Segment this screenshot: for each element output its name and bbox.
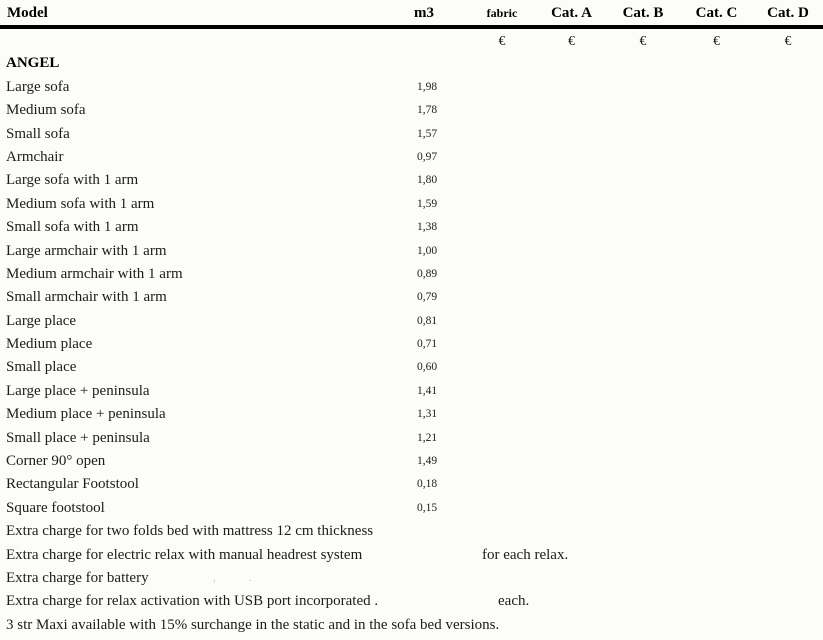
model-name: Medium sofa — [6, 102, 86, 119]
empty-price-cell — [467, 99, 537, 122]
empty-price-cell — [753, 123, 823, 146]
m3-value: 0,79 — [417, 291, 438, 304]
note-row — [0, 567, 823, 590]
empty-price-cell — [680, 146, 753, 169]
empty-price-cell — [680, 310, 753, 333]
empty-price-cell — [467, 450, 537, 473]
m3-value: 1,57 — [417, 127, 438, 140]
empty-price-cell — [537, 473, 606, 496]
table-row — [0, 193, 823, 216]
empty-price-cell — [680, 76, 753, 99]
model-name: Large armchair with 1 arm — [6, 242, 167, 259]
empty-price-cell — [537, 427, 606, 450]
table-row — [0, 333, 823, 356]
empty-cell — [0, 29, 410, 52]
empty-price-cell — [753, 240, 823, 263]
note-row — [0, 590, 823, 613]
m3-value: 0,18 — [417, 478, 438, 491]
column-header-m3: m3 — [414, 5, 434, 21]
empty-price-cell — [753, 380, 823, 403]
empty-price-cell — [753, 473, 823, 496]
empty-price-cell — [680, 497, 753, 520]
empty-price-cell — [606, 450, 680, 473]
empty-price-cell — [606, 310, 680, 333]
empty-price-cell — [680, 427, 753, 450]
empty-price-cell — [467, 473, 537, 496]
empty-price-cell — [606, 146, 680, 169]
empty-price-cell — [606, 497, 680, 520]
table-row — [0, 427, 823, 450]
note-text: Extra charge for battery — [6, 569, 149, 586]
currency-symbol-fabric: € — [498, 33, 506, 48]
empty-price-cell — [606, 333, 680, 356]
currency-symbol-cat-d: € — [784, 33, 792, 48]
model-name: Small sofa with 1 arm — [6, 219, 139, 236]
empty-price-cell — [753, 216, 823, 239]
table-row — [0, 123, 823, 146]
empty-price-cell — [537, 403, 606, 426]
empty-price-cell — [537, 99, 606, 122]
m3-value: 0,89 — [417, 267, 438, 280]
m3-value: 0,60 — [417, 361, 438, 374]
note-row — [0, 520, 823, 543]
empty-price-cell — [680, 450, 753, 473]
empty-price-cell — [680, 403, 753, 426]
note-suffix: for each relax. — [482, 546, 569, 563]
model-name: Small place — [6, 359, 77, 376]
empty-price-cell — [467, 356, 537, 379]
note-row — [0, 614, 823, 637]
note-suffix: each. — [498, 593, 530, 610]
table-row — [0, 99, 823, 122]
column-header-cat-c: Cat. C — [695, 5, 738, 21]
model-name: Armchair — [6, 148, 64, 165]
note-suffix: , . — [213, 571, 267, 584]
model-name: Square footstool — [6, 499, 105, 516]
empty-price-cell — [467, 310, 537, 333]
empty-price-cell — [537, 310, 606, 333]
empty-price-cell — [680, 263, 753, 286]
empty-price-cell — [467, 240, 537, 263]
empty-price-cell — [753, 193, 823, 216]
model-name: Medium sofa with 1 arm — [6, 195, 155, 212]
table-row — [0, 450, 823, 473]
empty-price-cell — [467, 146, 537, 169]
empty-price-cell — [537, 263, 606, 286]
empty-price-cell — [606, 240, 680, 263]
table-row — [0, 146, 823, 169]
empty-price-cell — [680, 356, 753, 379]
empty-price-cell — [537, 380, 606, 403]
column-header-fabric: fabric — [486, 6, 518, 20]
empty-price-cell — [467, 216, 537, 239]
empty-price-cell — [467, 380, 537, 403]
empty-price-cell — [606, 427, 680, 450]
table-body — [0, 76, 823, 520]
table-row — [0, 263, 823, 286]
note-text: Extra charge for electric relax with manual headrest system — [6, 546, 363, 563]
table-row — [0, 216, 823, 239]
empty-price-cell — [537, 450, 606, 473]
table-row — [0, 473, 823, 496]
empty-price-cell — [753, 146, 823, 169]
empty-price-cell — [537, 240, 606, 263]
notes-block — [0, 520, 823, 637]
empty-price-cell — [467, 403, 537, 426]
empty-price-cell — [680, 286, 753, 309]
section-title: ANGEL — [6, 55, 60, 72]
m3-value: 1,38 — [417, 221, 438, 234]
empty-price-cell — [606, 263, 680, 286]
empty-price-cell — [753, 356, 823, 379]
currency-row — [0, 29, 823, 52]
model-name: Large place — [6, 312, 77, 329]
column-header-cat-a: Cat. A — [551, 5, 592, 21]
model-name: Small place + peninsula — [6, 429, 150, 446]
currency-symbol-cat-b: € — [639, 33, 647, 48]
empty-price-cell — [753, 427, 823, 450]
empty-cell — [410, 29, 467, 52]
m3-value: 1,31 — [417, 408, 438, 421]
empty-price-cell — [537, 123, 606, 146]
note-text: 3 str Maxi available with 15% surchange in the static and in the sofa bed versions. — [6, 616, 500, 633]
note-row — [0, 544, 823, 567]
empty-price-cell — [537, 146, 606, 169]
empty-price-cell — [753, 263, 823, 286]
empty-price-cell — [606, 76, 680, 99]
empty-price-cell — [680, 333, 753, 356]
table-row — [0, 240, 823, 263]
empty-price-cell — [606, 193, 680, 216]
table-row — [0, 310, 823, 333]
column-header-cat-b: Cat. B — [622, 5, 664, 21]
m3-value: 1,78 — [417, 104, 438, 117]
table-row — [0, 497, 823, 520]
m3-value: 1,59 — [417, 197, 438, 210]
empty-price-cell — [680, 240, 753, 263]
empty-price-cell — [537, 497, 606, 520]
empty-price-cell — [680, 169, 753, 192]
m3-value: 1,98 — [417, 80, 438, 93]
empty-price-cell — [680, 473, 753, 496]
empty-price-cell — [680, 99, 753, 122]
empty-price-cell — [537, 286, 606, 309]
model-name: Large sofa — [6, 78, 70, 95]
currency-symbol-cat-c: € — [713, 33, 720, 48]
note-text: Extra charge for two folds bed with mattress 12 cm thickness — [6, 523, 374, 540]
empty-price-cell — [680, 380, 753, 403]
empty-price-cell — [753, 497, 823, 520]
empty-price-cell — [606, 356, 680, 379]
empty-price-cell — [467, 76, 537, 99]
empty-price-cell — [680, 123, 753, 146]
empty-price-cell — [753, 310, 823, 333]
empty-price-cell — [537, 76, 606, 99]
m3-value: 0,71 — [417, 338, 438, 351]
m3-value: 1,49 — [417, 455, 438, 468]
empty-price-cell — [537, 193, 606, 216]
empty-price-cell — [537, 169, 606, 192]
empty-price-cell — [606, 169, 680, 192]
empty-price-cell — [467, 286, 537, 309]
empty-price-cell — [680, 193, 753, 216]
column-header-model: Model — [7, 5, 48, 21]
model-name: Medium place — [6, 336, 93, 353]
model-name: Large place + peninsula — [6, 382, 150, 399]
table-row — [0, 403, 823, 426]
empty-price-cell — [753, 99, 823, 122]
empty-price-cell — [537, 356, 606, 379]
column-header-cat-d: Cat. D — [767, 5, 809, 21]
model-name: Corner 90° open — [6, 453, 106, 470]
model-name: Large sofa with 1 arm — [6, 172, 139, 189]
m3-value: 1,00 — [417, 244, 438, 257]
m3-value: 1,80 — [417, 174, 438, 187]
model-name: Medium place + peninsula — [6, 406, 166, 423]
empty-price-cell — [753, 286, 823, 309]
m3-value: 1,21 — [417, 431, 438, 444]
empty-price-cell — [606, 286, 680, 309]
table-row — [0, 76, 823, 99]
empty-price-cell — [606, 380, 680, 403]
empty-price-cell — [753, 403, 823, 426]
empty-price-cell — [537, 216, 606, 239]
model-name: Rectangular Footstool — [6, 476, 139, 493]
model-name: Medium armchair with 1 arm — [6, 265, 183, 282]
currency-symbol-cat-a: € — [568, 33, 575, 48]
empty-price-cell — [467, 169, 537, 192]
empty-price-cell — [467, 193, 537, 216]
table-header-row — [0, 2, 823, 29]
empty-price-cell — [680, 216, 753, 239]
empty-price-cell — [467, 497, 537, 520]
table-row — [0, 286, 823, 309]
empty-price-cell — [537, 333, 606, 356]
empty-price-cell — [467, 333, 537, 356]
m3-value: 0,81 — [417, 314, 438, 327]
empty-price-cell — [606, 123, 680, 146]
empty-price-cell — [753, 450, 823, 473]
model-name: Small sofa — [6, 125, 70, 142]
empty-price-cell — [606, 99, 680, 122]
empty-price-cell — [753, 76, 823, 99]
empty-price-cell — [606, 403, 680, 426]
empty-price-cell — [606, 473, 680, 496]
empty-price-cell — [467, 427, 537, 450]
empty-price-cell — [467, 263, 537, 286]
table-row — [0, 169, 823, 192]
m3-value: 1,41 — [417, 384, 438, 397]
note-text: Extra charge for relax activation with USB port incorporated . — [6, 593, 379, 610]
empty-price-cell — [467, 123, 537, 146]
empty-price-cell — [753, 333, 823, 356]
table-row — [0, 356, 823, 379]
empty-price-cell — [753, 169, 823, 192]
empty-price-cell — [606, 216, 680, 239]
m3-value: 0,97 — [417, 150, 438, 163]
table-row — [0, 380, 823, 403]
model-name: Small armchair with 1 arm — [6, 289, 167, 306]
m3-value: 0,15 — [417, 501, 438, 514]
